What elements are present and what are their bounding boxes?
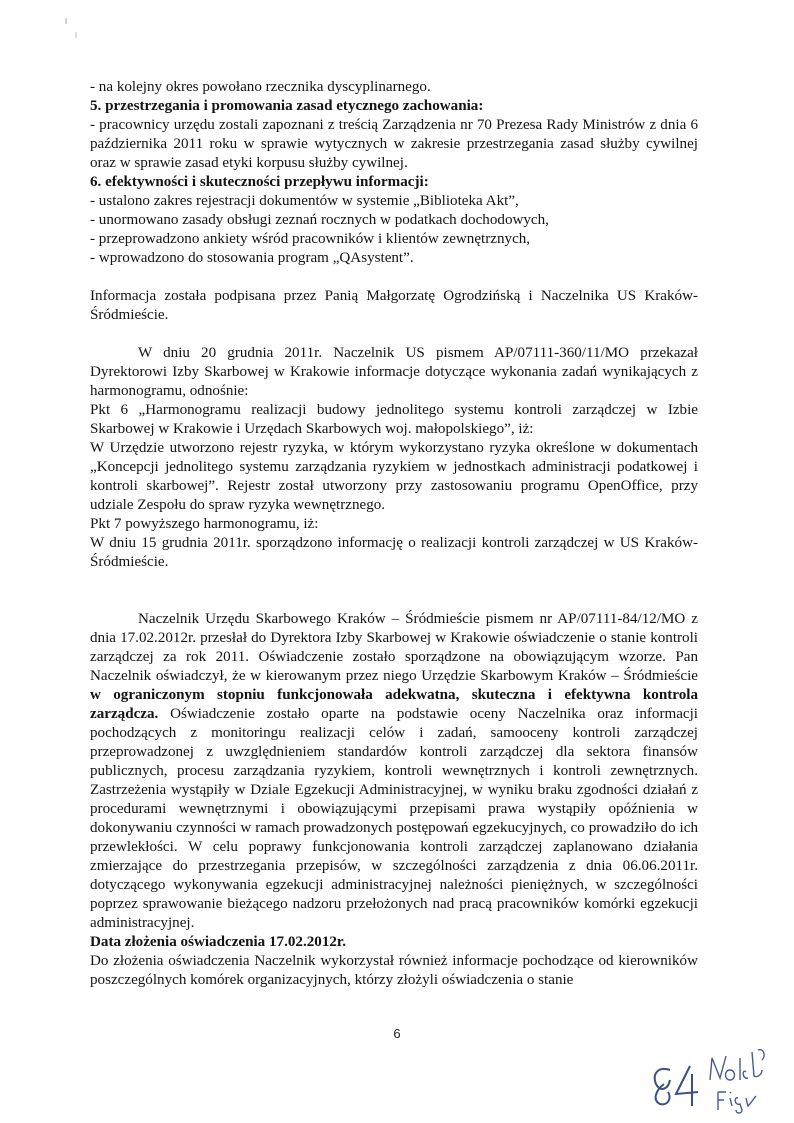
list-item: - przeprowadzono ankiety wśród pracowników i klientów zewnętrznych, (90, 231, 531, 247)
scan-mark (62, 14, 82, 44)
paragraph: Do złożenia oświadczenia Naczelnik wykorzystał również informacje pochodzące od kierowników poszczególnych komórek organizacyjnych, którzy złożyli oświadczenia o stanie (90, 953, 698, 988)
document-body (90, 78, 698, 990)
date-heading: Data złożenia oświadczenia 17.02.2012r. (90, 934, 347, 950)
bold-text-run: w ograniczonym stopniu funkcjonowała adekwatna, skuteczna i efektywna kontrola zarządcza. (90, 687, 698, 722)
text-line: - na kolejny okres powołano rzecznika dyscyplinarnego. (90, 79, 431, 95)
page-number: 6 (393, 1026, 401, 1041)
section-heading-6: 6. efektywności i skuteczności przepływu informacji: (90, 174, 429, 190)
list-item: - wprowadzono do stosowania program „QAsystent”. (90, 250, 414, 266)
paragraph: W Urzędzie utworzono rejestr ryzyka, w którym wykorzystano ryzyka określone w dokumentach „Koncepcji jednolitego systemu zarządzania ryzykiem w jednostkach administracji podatkowej i kontroli skarbowej”. Rejestr został utworzony przy zastosowaniu programu OpenOffice, przy udziale Zespołu do spraw ryzyka wewnętrznego. (90, 440, 698, 513)
text-run: Oświadczenie zostało oparte na podstawie oceny Naczelnika oraz informacji pochodzących z monitoringu realizacji celów i zadań, samooceny kontroli zarządczej przeprowadzonej z uwzględnieniem standardów kontroli zarządczej dla sektora finansów publicznych, procesu zarządzania ryzykiem, kontroli wewnętrznych i kontroli zewnętrznych. Zastrzeżenia wystąpiły w Dziale Egzekucji Administracyjnej, w wyniku braku zgodności działań z procedurami wewnętrznymi i obowiązującymi przepisami prawa wystąpiły opóźnienia w dokonywaniu czynności w ramach prowadzonych postępowań egzekucyjnych, co prowadziło do ich przewlekłości. W celu poprawy funkcjonowania kontroli zarządczej zaplanowano działania zmierzające do przestrzegania przepisów, w szczególności zarządzenia z dnia 06.06.2011r. dotyczącego wykonywania egzekucji administracyjnej należności pieniężnych, w szczególności poprzez sprawowanie bieżącego nadzoru przełożonych nad pracą pracowników komórki egzekucji administracyjnej. (90, 706, 698, 931)
paragraph: - pracownicy urzędu zostali zapoznani z treścią Zarządzenia nr 70 Prezesa Rady Ministrów z dnia 6 października 2011 roku w sprawie wytycznych w zakresie przestrzegania zasad służby cywilnej oraz w sprawie zasad etyki korpusu służby cywilnej. (90, 117, 698, 171)
list-item: - unormowano zasady obsługi zeznań rocznych w podatkach dochodowych, (90, 212, 549, 228)
paragraph: Pkt 6 „Harmonogramu realizacji budowy jednolitego systemu kontroli zarządczej w Izbie Skarbowej w Krakowie i Urzędach Skarbowych woj. małopolskiego”, iż: (90, 402, 698, 437)
paragraph (90, 610, 698, 933)
text-run: Naczelnik Urzędu Skarbowego Kraków – Śródmieście pismem nr AP/07111-84/12/MO z dnia 17.02.2012r. przesłał do Dyrektora Izby Skarbowej w Krakowie oświadczenie o stanie kontroli zarządczej za rok 2011. Oświadczenie zostało sporządzone na obowiązującym wzorze. Pan Naczelnik oświadczył, że w kierowanym przez niego Urzędzie Skarbowym Kraków – Śródmieście (90, 611, 698, 684)
paragraph: Informacja została podpisana przez Panią Małgorzatę Ogrodzińską i Naczelnika US Kraków-Śródmieście. (90, 288, 698, 323)
section-heading-5: 5. przestrzegania i promowania zasad etycznego zachowania: (90, 98, 484, 114)
paragraph: W dniu 15 grudnia 2011r. sporządzono informację o realizacji kontroli zarządczej w US Kraków- Śródmieście. (90, 535, 698, 570)
handwritten-signature (646, 1040, 776, 1116)
paragraph: Pkt 7 powyższego harmonogramu, iż: (90, 516, 319, 532)
list-item: - ustalono zakres rejestracji dokumentów w systemie „Biblioteka Akt”, (90, 193, 519, 209)
paragraph: W dniu 20 grudnia 2011r. Naczelnik US pismem AP/07111-360/11/MO przekazał Dyrektorowi Izby Skarbowej w Krakowie informacje dotyczące wykonania zadań wynikających z harmonogramu, odnośnie: (90, 345, 698, 399)
